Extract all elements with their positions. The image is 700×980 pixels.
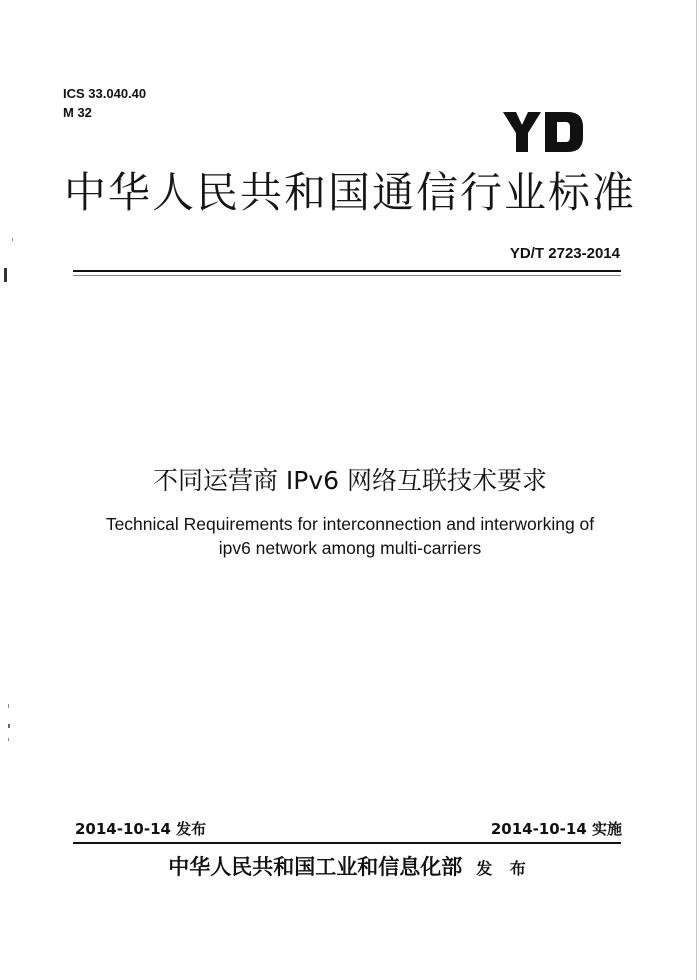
english-title-line-1: Technical Requirements for interconnection and interworking of	[105, 514, 595, 534]
standard-number: YD/T 2723-2014	[509, 245, 620, 262]
publisher-line	[0, 852, 700, 884]
document-title-english	[0, 512, 700, 560]
yd-logo-y-glyph	[503, 112, 541, 152]
header-rule	[73, 270, 621, 272]
yd-logo	[503, 112, 585, 152]
header-rule-thin	[73, 275, 621, 276]
ics-code: ICS 33.040.40	[63, 86, 147, 101]
scan-speck	[8, 724, 10, 728]
yd-logo-d-glyph	[545, 112, 583, 152]
publish-verb: 发 布	[476, 859, 532, 878]
scan-speck	[4, 268, 7, 282]
publisher-name: 中华人民共和国工业和信息化部	[168, 854, 463, 879]
classification-block	[63, 84, 146, 122]
scan-speck	[12, 238, 13, 241]
ccs-code: M 32	[63, 105, 92, 120]
issue-date: 2014-10-14 发布	[75, 820, 207, 838]
scan-speck	[8, 704, 9, 708]
footer-rule	[73, 842, 621, 844]
document-title-chinese: 不同运营商 IPv6 网络互联技术要求	[152, 466, 548, 495]
implementation-date: 2014-10-14 实施	[490, 820, 622, 838]
scan-speck	[8, 738, 9, 741]
english-title-line-2: ipv6 network among multi-carriers	[218, 538, 482, 558]
industry-standard-title: 中华人民共和国通信行业标准	[63, 168, 636, 217]
